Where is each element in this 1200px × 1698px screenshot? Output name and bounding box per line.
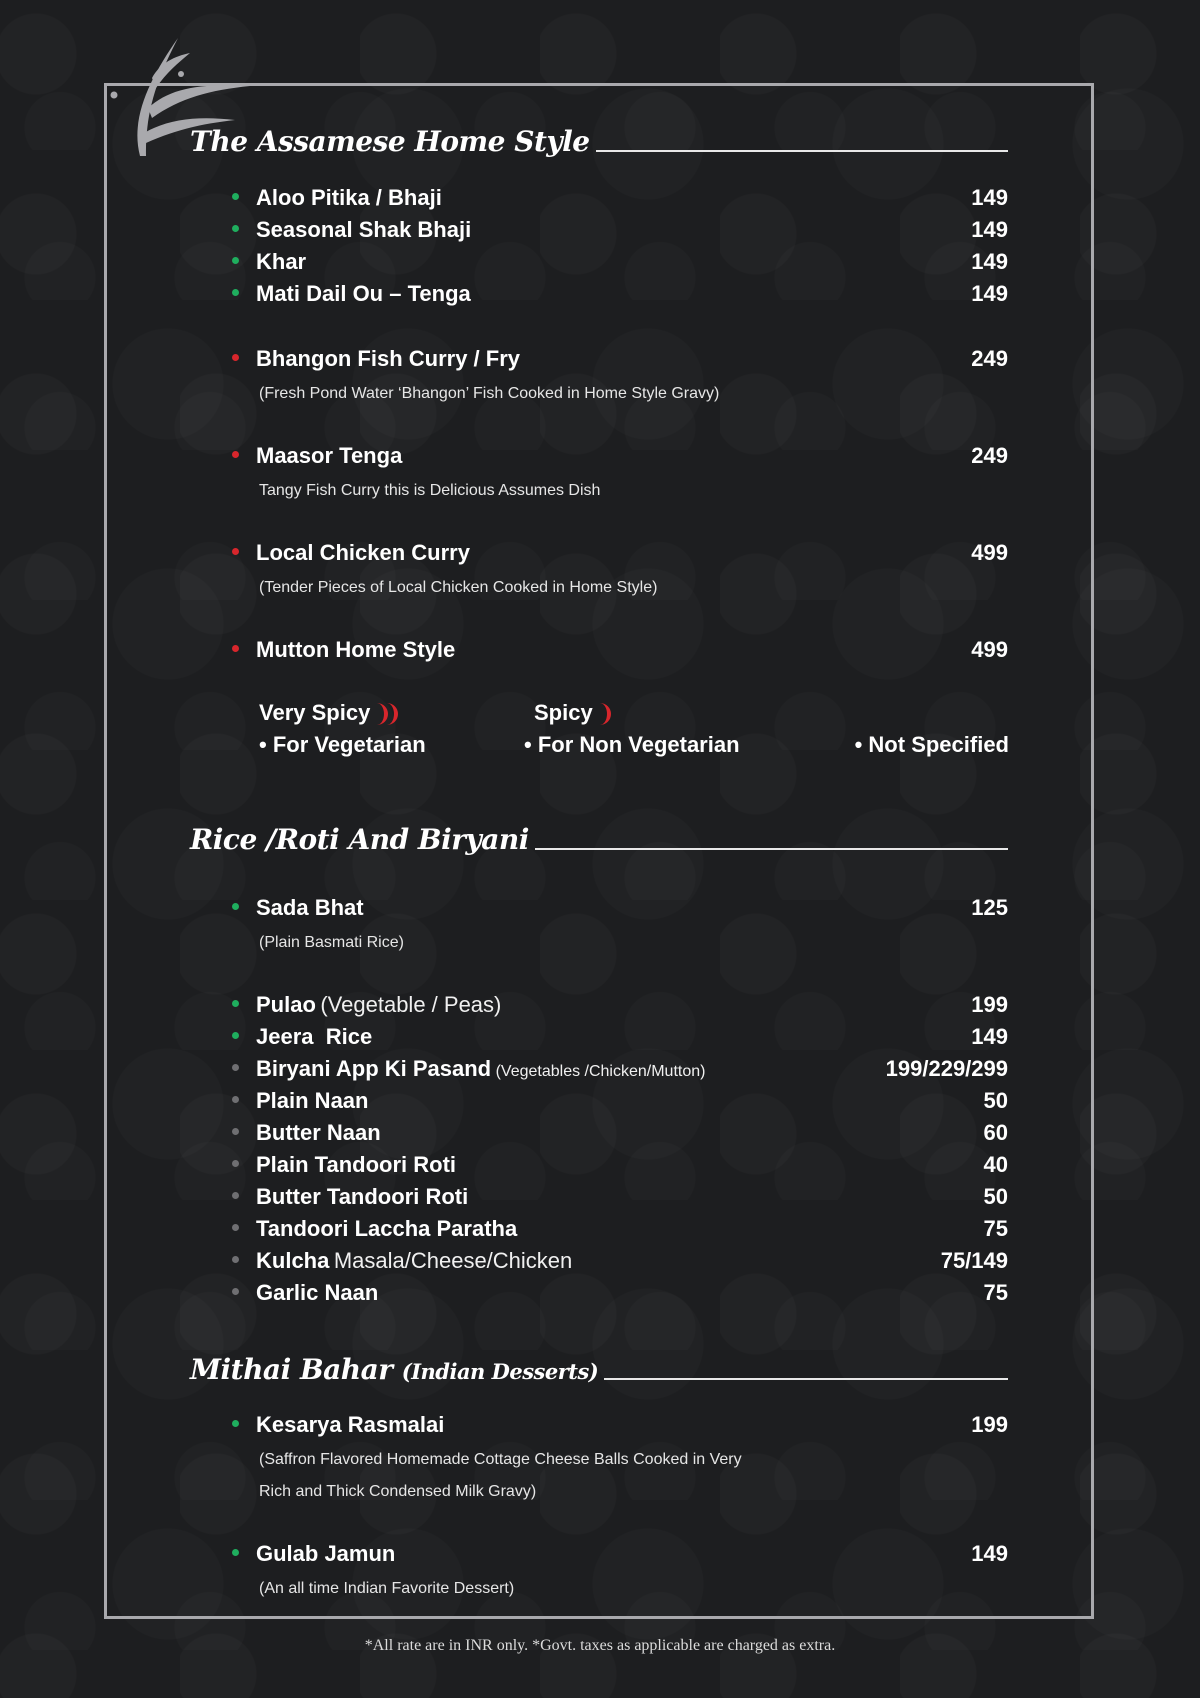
menu-item: Local Chicken Curry 499 (Tender Pieces of Local Chicken Cooked in Home Style) [232, 540, 1008, 604]
menu-item: Aloo Pitika / Bhaji 149 [232, 185, 1008, 217]
title-underline [596, 150, 1008, 152]
unspecified-dot-icon [232, 1288, 239, 1295]
item-description: (Saffron Flavored Homemade Cottage Cheese Balls Cooked in Very [259, 1451, 742, 1468]
item-description: (An all time Indian Favorite Dessert) [259, 1580, 515, 1597]
item-description: (Tender Pieces of Local Chicken Cooked in Home Style) [259, 579, 658, 596]
menu-item: Biryani App Ki Pasand (Vegetables /Chicken/Mutton) 199/229/299 [232, 1056, 1008, 1088]
price: 60 [983, 1120, 1008, 1145]
section-title-assamese: The Assamese Home Style [190, 125, 1008, 158]
menu-item: Garlic Naan 75 [232, 1280, 1008, 1312]
price: 499 [971, 540, 1008, 565]
menu-item: Kulcha Masala/Cheese/Chicken 75/149 [232, 1248, 1008, 1280]
chili-icon [384, 703, 398, 725]
footer-note: *All rate are in INR only. *Govt. taxes as applicable are charged as extra. [364, 1637, 836, 1654]
unspecified-dot-icon [232, 1064, 239, 1071]
price: 199 [971, 1412, 1008, 1437]
menu-item: Khar 149 [232, 249, 1008, 281]
nonveg-dot-icon [232, 354, 239, 361]
unspecified-dot-icon [232, 1256, 239, 1263]
veg-dot-icon [232, 257, 239, 264]
price: 149 [971, 249, 1008, 274]
price: 499 [971, 637, 1008, 662]
menu-item: Maasor Tenga 249 Tangy Fish Curry this is Delicious Assumes Dish [232, 443, 1008, 507]
item-description: Rich and Thick Condensed Milk Gravy) [259, 1483, 537, 1500]
price: 249 [971, 346, 1008, 371]
veg-dot-icon [232, 1549, 239, 1556]
menu-item: Jeera Rice 149 [232, 1024, 1008, 1056]
price: 125 [971, 895, 1008, 920]
veg-dot-icon [232, 903, 239, 910]
menu-item: Plain Tandoori Roti 40 [232, 1152, 1008, 1184]
veg-dot-icon [232, 1032, 239, 1039]
unspecified-dot-icon [232, 1160, 239, 1167]
unspecified-dot-icon [232, 1224, 239, 1231]
menu-item: Gulab Jamun 149 (An all time Indian Favorite Dessert) [232, 1541, 1008, 1605]
price: 149 [971, 217, 1008, 242]
nonveg-dot-icon [232, 645, 239, 652]
menu-item: Pulao (Vegetable / Peas) 199 [232, 992, 1008, 1024]
legend-very-spicy: Very Spicy [259, 700, 398, 726]
item-description: Tangy Fish Curry this is Delicious Assumes Dish [259, 482, 601, 499]
item-description: (Plain Basmati Rice) [259, 934, 404, 951]
item-description: (Fresh Pond Water ‘Bhangon’ Fish Cooked in Home Style Gravy) [259, 385, 720, 402]
menu-item: Bhangon Fish Curry / Fry 249 (Fresh Pond Water ‘Bhangon’ Fish Cooked in Home Style Gravy) [232, 346, 1008, 410]
nonveg-dot-icon [232, 451, 239, 458]
menu-item: Butter Naan 60 [232, 1120, 1008, 1152]
price: 249 [971, 443, 1008, 468]
menu-item: Butter Tandoori Roti 50 [232, 1184, 1008, 1216]
price: 199/229/299 [885, 1056, 1008, 1081]
price: 199 [971, 992, 1008, 1017]
price: 40 [983, 1152, 1008, 1177]
veg-dot-icon [232, 225, 239, 232]
menu-item: Mutton Home Style 499 [232, 637, 1008, 669]
legend-vegetarian: • For Vegetarian [259, 732, 426, 757]
price: 149 [971, 185, 1008, 210]
price: 50 [983, 1184, 1008, 1209]
price: 75/149 [940, 1248, 1008, 1273]
price: 149 [971, 281, 1008, 306]
section-title-rice-roti: Rice /Roti And Biryani [190, 823, 1008, 856]
price: 149 [971, 1024, 1008, 1049]
menu-item: Plain Naan 50 [232, 1088, 1008, 1120]
price: 75 [983, 1280, 1008, 1305]
title-underline [604, 1378, 1008, 1380]
legend-not-specified: • Not Specified [854, 732, 1009, 757]
menu-item: Kesarya Rasmalai 199 (Saffron Flavored Homemade Cottage Cheese Balls Cooked in Very Rich and Thick Condensed Milk Gravy) [232, 1412, 1008, 1508]
veg-dot-icon [232, 193, 239, 200]
chili-icon [597, 703, 611, 725]
unspecified-dot-icon [232, 1128, 239, 1135]
veg-dot-icon [232, 1000, 239, 1007]
veg-dot-icon [232, 1420, 239, 1427]
menu-item: Sada Bhat 125 (Plain Basmati Rice) [232, 895, 1008, 959]
menu-item: Seasonal Shak Bhaji 149 [232, 217, 1008, 249]
menu-item: Tandoori Laccha Paratha 75 [232, 1216, 1008, 1248]
legend-non-vegetarian: • For Non Vegetarian [524, 732, 740, 757]
title-underline [535, 848, 1008, 850]
unspecified-dot-icon [232, 1096, 239, 1103]
veg-dot-icon [232, 289, 239, 296]
price: 50 [983, 1088, 1008, 1113]
price: 149 [971, 1541, 1008, 1566]
legend-spicy: Spicy [534, 700, 611, 726]
unspecified-dot-icon [232, 1192, 239, 1199]
section-title-mithai-bahar: Mithai Bahar (Indian Desserts) [190, 1353, 1008, 1386]
price: 75 [983, 1216, 1008, 1241]
nonveg-dot-icon [232, 548, 239, 555]
menu-item: Mati Dail Ou – Tenga 149 [232, 281, 1008, 313]
